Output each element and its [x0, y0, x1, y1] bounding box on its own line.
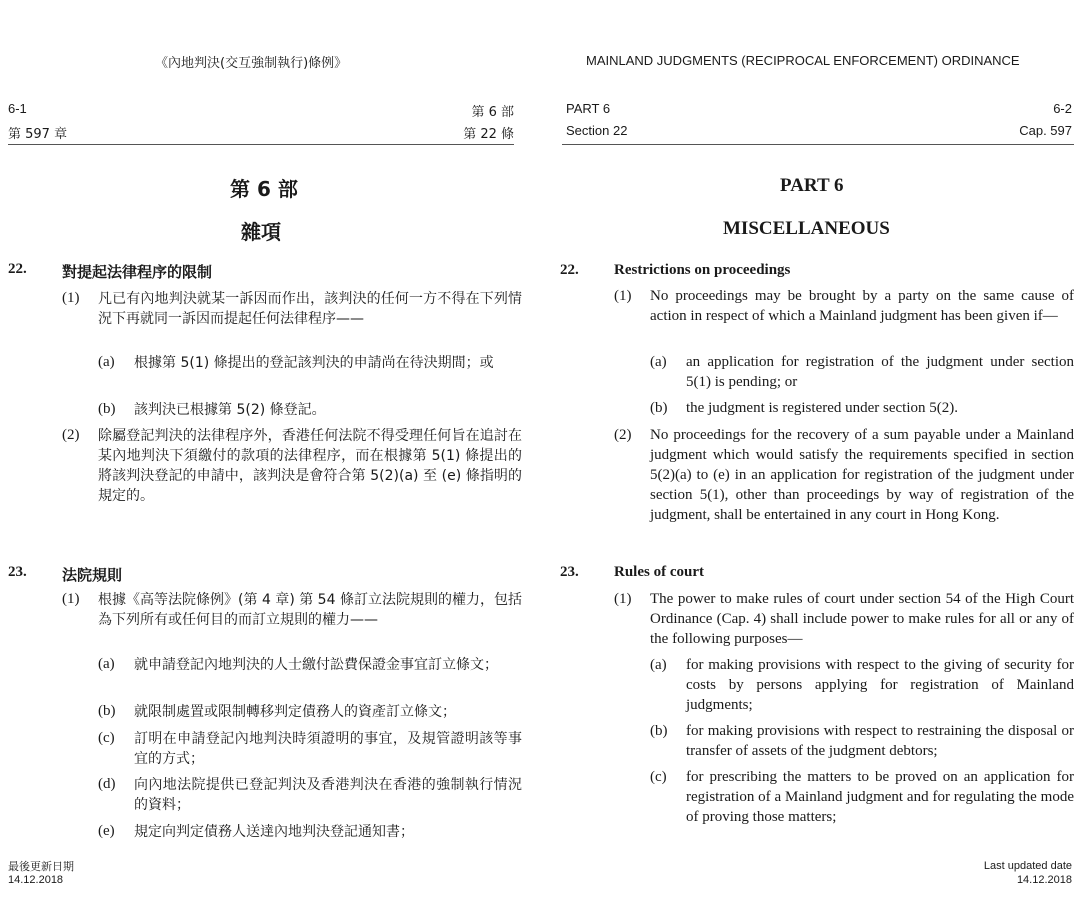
left-part-title: 第 6 部: [230, 177, 298, 201]
right-s23-heading: Rules of court: [614, 564, 704, 580]
right-s22-heading: Restrictions on proceedings: [614, 262, 791, 278]
right-s23-1-label: (1): [614, 591, 632, 607]
left-s23-1c-text: 訂明在申請登記內地判決時須證明的事宜，及規管證明該等事宜的方式；: [134, 731, 522, 767]
right-s23-1a-text: for making provisions with respect to the giving of security for costs by persons applying for registration of Mainland judgments;: [686, 657, 1074, 713]
left-section-ref: 第 22 條: [463, 127, 514, 142]
left-s22-1-label: (1): [62, 290, 80, 306]
right-page-number: 6-2: [1053, 101, 1072, 116]
left-s23-1-text: 根據《高等法院條例》(第 4 章) 第 54 條訂立法院規則的權力，包括為下列所有或任何目的而訂立規則的權力——: [98, 592, 522, 628]
right-s22-2-label: (2): [614, 427, 632, 443]
left-part-number: 第 6 部: [471, 105, 514, 120]
left-s23-1a-text: 就申請登記內地判決的人士繳付訟費保證金事宜訂立條文；: [134, 657, 498, 673]
right-part-name: MISCELLANEOUS: [723, 218, 890, 239]
left-running-title: 《內地判決(交互強制執行)條例》: [155, 56, 348, 71]
right-s23-1c-text: for prescribing the matters to be proved on an application for registration of a Mainland judgment and for regulating the mode of proving those matters;: [686, 769, 1074, 825]
right-s23-1b-label: (b): [650, 723, 668, 739]
left-part-name: 雜項: [241, 220, 281, 244]
right-section-ref: Section 22: [566, 123, 628, 138]
left-s22-1a-text: 根據第 5(1) 條提出的登記該判決的申請尚在待決期間；或: [134, 355, 494, 371]
right-chapter: Cap. 597: [1019, 123, 1072, 138]
right-s22-1b-text: the judgment is registered under section 5(2).: [686, 400, 959, 416]
left-s23-1e-label: (e): [98, 823, 115, 839]
left-s23-1d-text: 向內地法院提供已登記判決及香港判決在香港的強制執行情況的資料；: [134, 777, 522, 813]
right-part-title: PART 6: [780, 175, 844, 196]
right-s22-1b-label: (b): [650, 400, 668, 416]
right-s23-1b-text: for making provisions with respect to restraining the disposal or transfer of assets of the judgment debtors;: [686, 723, 1074, 759]
left-s23-1b-text: 就限制處置或限制轉移判定債務人的資產訂立條文；: [134, 704, 456, 720]
left-s23-1-label: (1): [62, 591, 80, 607]
left-s22-1b-text: 該判決已根據第 5(2) 條登記。: [134, 402, 326, 418]
left-s23-heading: 法院規則: [62, 566, 123, 584]
right-s22-2-text: No proceedings for the recovery of a sum payable under a Mainland judgment which would satisfy the requirements specified in section 5(2)(a) to (e) in an application for registration of the judgment under section 5(1), other than proceedings by way of registration of the judgment, shall be entertained in any court in Hong Kong.: [650, 427, 1074, 523]
left-s23-1b-label: (b): [98, 703, 116, 719]
left-s22-2-label: (2): [62, 427, 80, 443]
left-s22-1a-label: (a): [98, 354, 115, 370]
left-s23-1c-label: (c): [98, 730, 115, 746]
left-s23-1a-label: (a): [98, 656, 115, 672]
left-s23-1e-text: 規定向判定債務人送達內地判決登記通知書；: [134, 824, 414, 840]
left-s22-1-text: 凡已有內地判決就某一訴因而作出，該判決的任何一方不得在下列情況下再就同一訴因而提起任何法律程序——: [98, 291, 522, 327]
left-chapter: 第 597 章: [8, 127, 68, 142]
left-s22-2-text: 除屬登記判決的法律程序外，香港任何法院不得受理任何旨在追討在某內地判決下須繳付的款項的法律程序，而在根據第 5(1) 條提出的將該判決登記的申請中，該判決是會符合第 5(2)(a) 至 (e) 條指明的規定的。: [98, 428, 522, 504]
right-s22-number: 22.: [560, 262, 579, 278]
right-header-rule: [562, 144, 1074, 145]
right-footer-label: Last updated date: [983, 860, 1072, 872]
right-running-title: MAINLAND JUDGMENTS (RECIPROCAL ENFORCEMENT) ORDINANCE: [586, 53, 1020, 68]
left-header-rule: [8, 144, 514, 145]
right-footer-date: 14.12.2018: [1016, 874, 1072, 886]
left-footer-date: 14.12.2018: [8, 874, 64, 886]
left-s22-number: 22.: [8, 261, 27, 277]
left-page-number: 6-1: [8, 101, 27, 116]
left-s23-number: 23.: [8, 564, 27, 580]
right-s23-1-text: The power to make rules of court under section 54 of the High Court Ordinance (Cap. 4) shall include power to make rules for all or any of the following purposes—: [650, 591, 1074, 647]
left-s22-heading: 對提起法律程序的限制: [62, 263, 213, 281]
right-s22-1a-label: (a): [650, 354, 667, 370]
right-s22-1-text: No proceedings may be brought by a party on the same cause of action in respect of which a Mainland judgment has been given if—: [650, 288, 1074, 324]
right-s23-1c-label: (c): [650, 769, 667, 785]
right-part-number: PART 6: [566, 101, 611, 116]
right-s23-number: 23.: [560, 564, 579, 580]
right-s22-1-label: (1): [614, 288, 632, 304]
right-s23-1a-label: (a): [650, 657, 667, 673]
left-s22-1b-label: (b): [98, 401, 116, 417]
left-s23-1d-label: (d): [98, 776, 116, 792]
right-s22-1a-text: an application for registration of the judgment under section 5(1) is pending; or: [686, 354, 1074, 390]
left-footer-label: 最後更新日期: [8, 860, 74, 873]
